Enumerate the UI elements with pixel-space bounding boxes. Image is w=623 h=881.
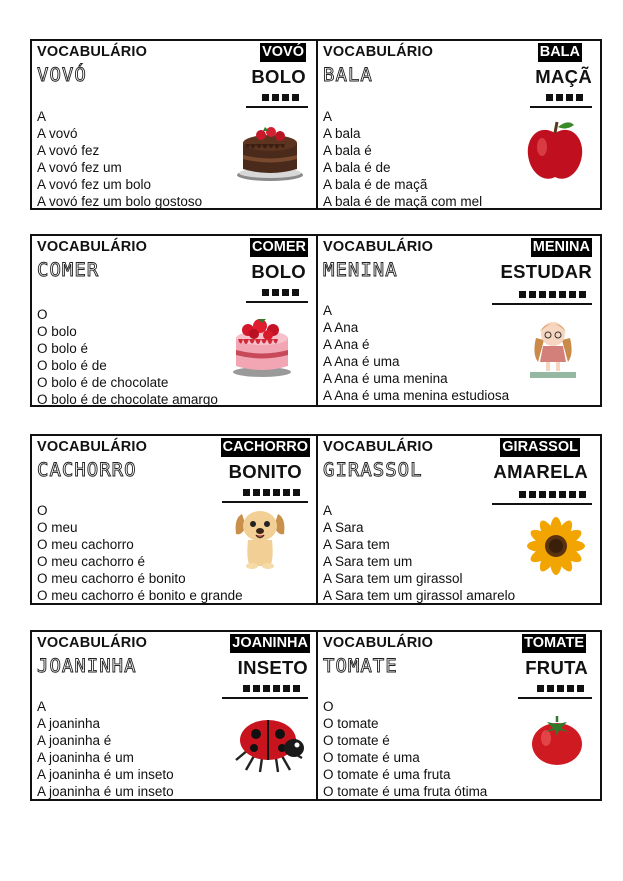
sentence-line: A vovó bbox=[37, 126, 78, 141]
letter-boxes bbox=[262, 289, 299, 297]
letter-boxes bbox=[262, 94, 299, 102]
sentence-line: A bala é de maçã bbox=[323, 177, 428, 192]
sentence-line: A Ana é uma menina estudiosa bbox=[323, 388, 510, 403]
sentence-line: A vovó fez um bolo bbox=[37, 177, 152, 192]
card-tag: MENINA bbox=[532, 239, 590, 255]
sentence-line: O meu cachorro é bonito e grande bbox=[37, 588, 243, 603]
sentence-line: A Sara tem um girassol amarelo bbox=[323, 588, 516, 603]
sentence-list bbox=[323, 502, 515, 604]
sentence-line: A bbox=[323, 303, 333, 318]
card-row-3 bbox=[30, 434, 602, 605]
sunflower-icon bbox=[526, 516, 586, 576]
sentence-line: O bolo é de chocolate amargo bbox=[37, 392, 218, 407]
sentence-list bbox=[37, 502, 243, 604]
card-header: VOCABULÁRIO bbox=[37, 439, 148, 455]
sentence-list bbox=[37, 306, 218, 408]
tomato-icon bbox=[529, 712, 585, 768]
sentence-list bbox=[37, 698, 174, 800]
card-tag: TOMATE bbox=[524, 635, 584, 651]
sentence-line: A bbox=[323, 109, 333, 124]
target-word: BOLO bbox=[251, 66, 306, 87]
card-tag: COMER bbox=[252, 239, 306, 255]
sentence-line: A joaninha é bbox=[37, 733, 112, 748]
outline-word: CACHORRO bbox=[37, 459, 137, 481]
sentence-line: A joaninha é um bbox=[37, 750, 134, 765]
card-vovo bbox=[32, 41, 316, 208]
sentence-line: O bolo é de chocolate bbox=[37, 375, 169, 390]
sentence-line: A Ana é uma menina bbox=[323, 371, 448, 386]
ladybug-icon bbox=[232, 710, 308, 774]
sentence-line: O bbox=[37, 503, 48, 518]
strawberry-cake-icon bbox=[230, 310, 294, 378]
apple-icon bbox=[524, 119, 586, 183]
card-row-1 bbox=[30, 39, 602, 210]
sentence-list bbox=[323, 698, 487, 800]
sentence-line: A bala bbox=[323, 126, 361, 141]
sentence-list bbox=[323, 108, 482, 210]
sentence-line: A Sara tem bbox=[323, 537, 390, 552]
sentence-line: A bbox=[323, 503, 333, 518]
outline-word: COMER bbox=[37, 259, 100, 281]
letter-boxes bbox=[519, 291, 586, 299]
sentence-line: O bolo bbox=[37, 324, 77, 339]
card-tag: JOANINHA bbox=[232, 635, 308, 651]
underline bbox=[530, 106, 592, 108]
sentence-line: O bbox=[323, 699, 334, 714]
target-word: FRUTA bbox=[525, 657, 588, 678]
card-header: VOCABULÁRIO bbox=[37, 635, 148, 651]
sentence-line: A joaninha é um inseto bbox=[37, 767, 174, 782]
card-menina bbox=[316, 236, 600, 405]
card-tag: BALA bbox=[539, 44, 580, 60]
sentence-line: A bala é de bbox=[323, 160, 391, 175]
target-word: MAÇÃ bbox=[535, 66, 592, 87]
target-word: ESTUDAR bbox=[500, 261, 592, 282]
sentence-line: O meu cachorro é bonito bbox=[37, 571, 186, 586]
outline-word: GIRASSOL bbox=[323, 459, 423, 481]
sentence-line: A Ana é bbox=[323, 337, 370, 352]
card-comer bbox=[32, 236, 316, 405]
underline bbox=[518, 697, 592, 699]
sentence-line: A Sara tem um girassol bbox=[323, 571, 463, 586]
target-word: INSETO bbox=[237, 657, 308, 678]
outline-word: MENINA bbox=[323, 259, 398, 281]
card-tag: VOVÓ bbox=[262, 44, 304, 60]
card-girassol bbox=[316, 436, 600, 603]
sentence-line: A joaninha é um inseto bbox=[37, 784, 174, 799]
card-header: VOCABULÁRIO bbox=[323, 635, 434, 651]
underline bbox=[246, 301, 308, 303]
underline bbox=[222, 697, 308, 699]
sentence-line: O bolo é de bbox=[37, 358, 107, 373]
sentence-line: O meu cachorro é bbox=[37, 554, 146, 569]
card-header: VOCABULÁRIO bbox=[37, 239, 148, 255]
sentence-line: O meu cachorro bbox=[37, 537, 134, 552]
card-joaninha bbox=[32, 632, 316, 799]
letter-boxes bbox=[519, 491, 586, 499]
outline-word: JOANINHA bbox=[37, 655, 137, 677]
sentence-line: O bbox=[37, 307, 48, 322]
sentence-line: O tomate bbox=[323, 716, 379, 731]
card-header: VOCABULÁRIO bbox=[323, 44, 434, 60]
outline-word: TOMATE bbox=[323, 655, 398, 677]
card-tag: GIRASSOL bbox=[502, 439, 578, 455]
target-word: AMARELA bbox=[493, 461, 588, 482]
sentence-line: A bbox=[37, 699, 47, 714]
chocolate-cake-icon bbox=[235, 117, 305, 183]
outline-word: VOVÓ bbox=[37, 64, 87, 86]
sentence-line: O bolo é bbox=[37, 341, 89, 356]
sentence-line: A Sara tem um bbox=[323, 554, 413, 569]
target-word: BOLO bbox=[251, 261, 306, 282]
sentence-line: O tomate é bbox=[323, 733, 390, 748]
letter-boxes bbox=[546, 94, 583, 102]
card-tomate bbox=[316, 632, 600, 799]
sentence-list bbox=[37, 108, 202, 210]
card-bala bbox=[316, 41, 600, 208]
sentence-list bbox=[323, 302, 509, 404]
sentence-line: A Ana bbox=[323, 320, 359, 335]
card-tag: CACHORRO bbox=[222, 439, 308, 455]
card-row-2 bbox=[30, 234, 602, 407]
letter-boxes bbox=[537, 685, 584, 693]
card-header: VOCABULÁRIO bbox=[323, 439, 434, 455]
sentence-line: A vovó fez um bbox=[37, 160, 122, 175]
girl-icon bbox=[526, 314, 580, 380]
sentence-line: A vovó fez bbox=[37, 143, 100, 158]
sentence-line: A bbox=[37, 109, 47, 124]
sentence-line: A Sara bbox=[323, 520, 364, 535]
target-word: BONITO bbox=[228, 461, 302, 482]
sentence-line: A vovó fez um bolo gostoso bbox=[37, 194, 203, 209]
underline bbox=[246, 106, 308, 108]
sentence-line: O tomate é uma fruta bbox=[323, 767, 451, 782]
sentence-line: A bala é bbox=[323, 143, 372, 158]
letter-boxes bbox=[243, 685, 300, 693]
card-header: VOCABULÁRIO bbox=[37, 44, 148, 60]
card-header: VOCABULÁRIO bbox=[323, 239, 434, 255]
outline-word: BALA bbox=[323, 64, 373, 86]
letter-boxes bbox=[243, 489, 300, 497]
card-cachorro bbox=[32, 436, 316, 603]
card-row-4 bbox=[30, 630, 602, 801]
sentence-line: A Ana é uma bbox=[323, 354, 400, 369]
sentence-line: O tomate é uma fruta ótima bbox=[323, 784, 488, 799]
sentence-line: A bala é de maçã com mel bbox=[323, 194, 483, 209]
sentence-line: A joaninha bbox=[37, 716, 101, 731]
sentence-line: O meu bbox=[37, 520, 78, 535]
sentence-line: O tomate é uma bbox=[323, 750, 420, 765]
puppy-icon bbox=[232, 504, 288, 570]
